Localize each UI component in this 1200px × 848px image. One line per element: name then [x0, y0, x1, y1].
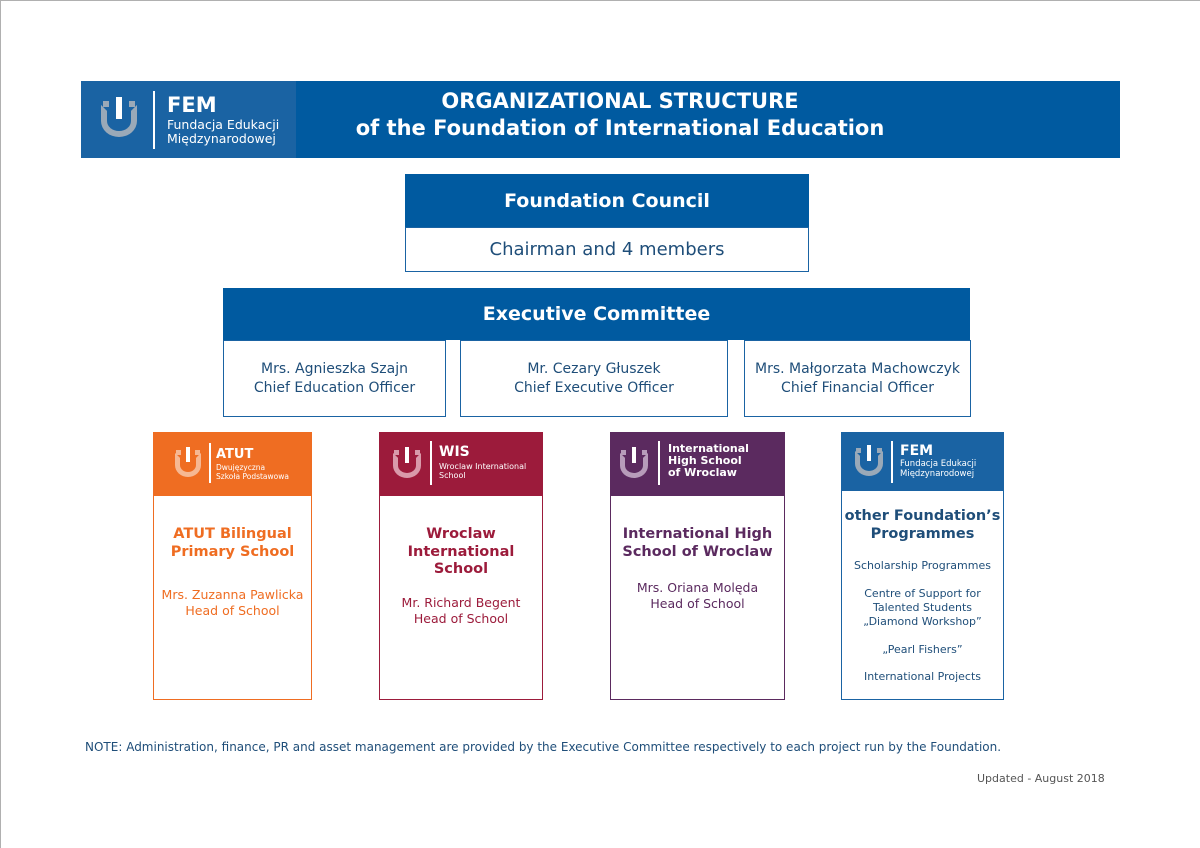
wis-logo: [380, 433, 542, 496]
programmes-card-fem: [841, 432, 1004, 700]
fem-card-logo: [842, 433, 1003, 491]
fem-card-logo-subtitle-2: Międzynarodowej: [900, 469, 975, 479]
footnote: NOTE: Administration, finance, PR and asset management are provided by the Executive Committee respectively to each project run by the Foundation.: [85, 740, 1002, 754]
programme-line: „Diamond Workshop”: [863, 615, 982, 628]
officer-executive: [460, 340, 728, 417]
officer-name: Mr. Cezary Głuszek: [527, 360, 661, 377]
page-title-line-2: of the Foundation of International Education: [355, 116, 885, 140]
officer-role: Chief Executive Officer: [514, 379, 674, 396]
head-name: Mrs. Zuzanna Pawlicka: [161, 587, 304, 602]
head-of-school: [380, 595, 542, 627]
officer-role: Chief Education Officer: [253, 379, 416, 396]
school-name: [154, 526, 311, 561]
programme-scholarship: Scholarship Programmes: [854, 559, 991, 572]
fem-card-logo-subtitle-1: Fundacja Edukacji: [900, 459, 977, 469]
ihsw-logo-line-3: of Wroclaw: [668, 466, 737, 479]
officer-role: Chief Financial Officer: [781, 379, 934, 396]
updated-date: Updated - August 2018: [977, 772, 1105, 785]
wis-logo-title: WIS: [439, 444, 470, 460]
ihsw-logo-line-2: High School: [668, 454, 742, 467]
ihsw-logo: [611, 433, 784, 496]
fem-logo-subtitle-2: Międzynarodowej: [167, 131, 276, 146]
school-name-line-1: ATUT Bilingual: [173, 526, 292, 542]
officer-name: Mrs. Małgorzata Machowczyk: [754, 360, 960, 377]
atut-logo-title: ATUT: [216, 447, 254, 462]
wis-logo-subtitle-1: Wroclaw International: [439, 462, 527, 471]
atut-logo-divider: [209, 443, 211, 483]
head-role: Head of School: [185, 603, 280, 618]
fem-logo-subtitle-1: Fundacja Edukacji: [167, 117, 280, 132]
ihsw-logo-mark-icon: [619, 447, 649, 479]
school-card-atut: [153, 432, 312, 700]
school-name-line-3: School: [433, 561, 489, 577]
school-name: [380, 526, 542, 579]
programmes-title-line-1: other Foundation’s: [844, 508, 1001, 524]
wis-logo-subtitle-2: School: [439, 471, 466, 480]
school-name-line-1: Wroclaw: [426, 526, 496, 542]
school-name: [611, 526, 784, 561]
officer-financial: [744, 340, 971, 417]
fem-logo-title: FEM: [167, 93, 217, 117]
wis-logo-mark-icon: [392, 447, 422, 479]
head-name: Mr. Richard Begent: [401, 595, 521, 610]
foundation-council-members: Chairman and 4 members: [405, 227, 809, 272]
fem-card-logo-title: FEM: [900, 443, 934, 459]
programmes-title: [842, 508, 1003, 543]
head-role: Head of School: [650, 596, 745, 611]
school-name-line-2: School of Wroclaw: [622, 543, 773, 560]
fem-card-logo-divider: [891, 441, 893, 483]
foundation-council-title: Foundation Council: [405, 174, 809, 227]
fem-logo-divider: [153, 91, 155, 149]
programme-international-projects: International Projects: [863, 670, 982, 683]
atut-logo-subtitle-1: Dwujęzyczna: [216, 463, 266, 472]
ihsw-logo-line-1: International: [668, 442, 749, 455]
officer-education: [223, 340, 446, 417]
fem-logo-mark-icon: [99, 97, 139, 141]
page-title-line-1: ORGANIZATIONAL STRUCTURE: [441, 89, 799, 113]
school-card-ihsw: [610, 432, 785, 700]
head-of-school: [154, 587, 311, 619]
head-of-school: [611, 580, 784, 612]
programme-line: Centre of Support for: [864, 587, 981, 600]
atut-logo: [154, 433, 311, 496]
programme-diamond-workshop: [842, 587, 1003, 629]
fem-logo: [81, 81, 296, 158]
page-title: [300, 88, 940, 142]
atut-logo-subtitle-2: Szkoła Podstawowa: [216, 472, 289, 481]
programme-line: Talented Students: [872, 601, 973, 614]
head-name: Mrs. Oriana Molęda: [636, 580, 759, 595]
school-name-line-2: Primary School: [170, 543, 295, 560]
programmes-title-line-2: Programmes: [870, 525, 975, 542]
school-name-line-2: International: [407, 543, 515, 560]
ihsw-logo-divider: [658, 441, 660, 485]
wis-logo-divider: [430, 441, 432, 485]
school-card-wis: [379, 432, 543, 700]
school-name-line-1: International High: [622, 526, 773, 542]
executive-committee-title: Executive Committee: [223, 288, 970, 340]
programme-pearl-fishers: „Pearl Fishers”: [882, 643, 963, 656]
officer-name: Mrs. Agnieszka Szajn: [261, 360, 408, 377]
fem-card-logo-mark-icon: [854, 445, 884, 477]
head-role: Head of School: [413, 611, 509, 626]
atut-logo-mark-icon: [174, 447, 202, 477]
